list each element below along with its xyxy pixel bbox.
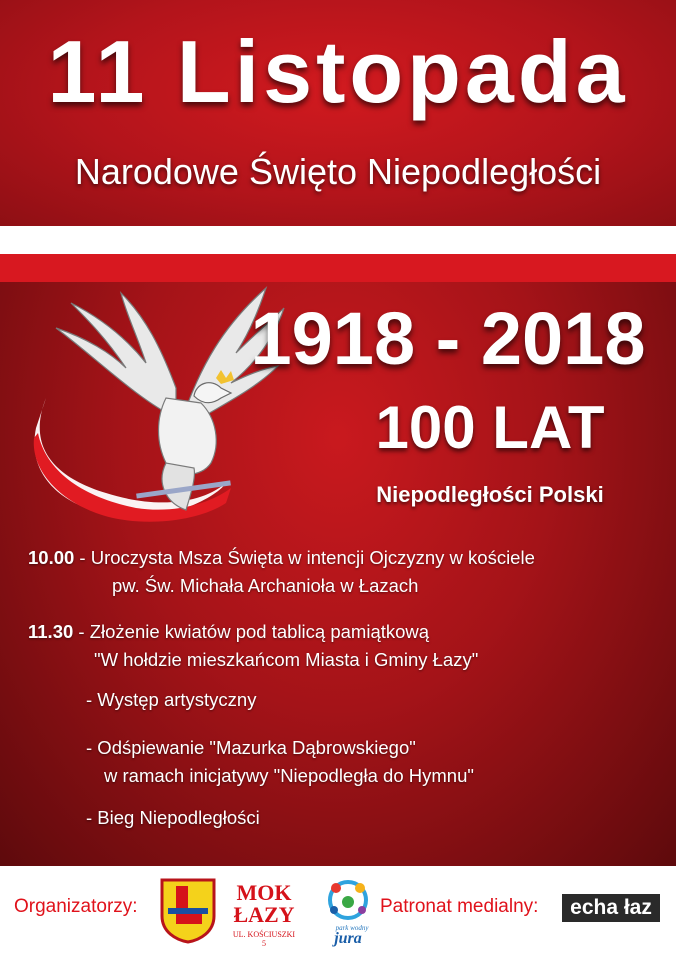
program-text: - Występ artystyczny <box>86 689 257 710</box>
schedule-time: 10.00 <box>28 547 75 568</box>
header-banner <box>0 0 676 226</box>
schedule-text: - Uroczysta Msza Święta w intencji Ojczyzny w kościele <box>74 547 535 568</box>
schedule-item <box>28 618 478 674</box>
mok-lazy-address: UL. KOŚCIUSZKI 5 <box>232 930 296 948</box>
years-heading: 1918 - 2018 <box>250 297 646 380</box>
schedule-text-continued: pw. Św. Michała Archanioła w Łazach <box>112 575 419 596</box>
anniversary-heading: 100 LAT <box>375 394 605 461</box>
program-item <box>86 734 474 790</box>
anniversary-caption: Niepodległości Polski <box>376 482 604 507</box>
lazy-coat-of-arms-icon <box>160 878 216 944</box>
program-text: - Odśpiewanie "Mazurka Dąbrowskiego" <box>86 737 416 758</box>
patron-label: Patronat medialny: <box>380 896 539 917</box>
organizers-label: Organizatorzy: <box>14 896 138 917</box>
program-item <box>86 804 260 832</box>
page-subtitle: Narodowe Święto Niepodległości <box>74 151 602 192</box>
jura-park-logo <box>322 876 374 924</box>
program-text: - Bieg Niepodległości <box>86 807 260 828</box>
schedule-item <box>28 544 535 600</box>
schedule-text: - Złożenie kwiatów pod tablicą pamiątkową <box>73 621 430 642</box>
white-stripe <box>0 226 676 254</box>
schedule-time: 11.30 <box>28 621 74 642</box>
jura-wordmark: jura <box>334 930 362 947</box>
mok-lazy-logo: MOK ŁAZY <box>233 880 295 927</box>
schedule-text-continued: "W hołdzie mieszkańcom Miasta i Gminy Łazy" <box>94 649 479 670</box>
echa-laz-logo: echa łaz <box>562 894 660 922</box>
program-item <box>86 686 256 714</box>
program-text-continued: w ramach inicjatywy "Niepodległa do Hymnu" <box>104 765 474 786</box>
jura-tagline: park wodny <box>335 924 369 932</box>
page-title: 11 Listopada <box>47 22 629 121</box>
